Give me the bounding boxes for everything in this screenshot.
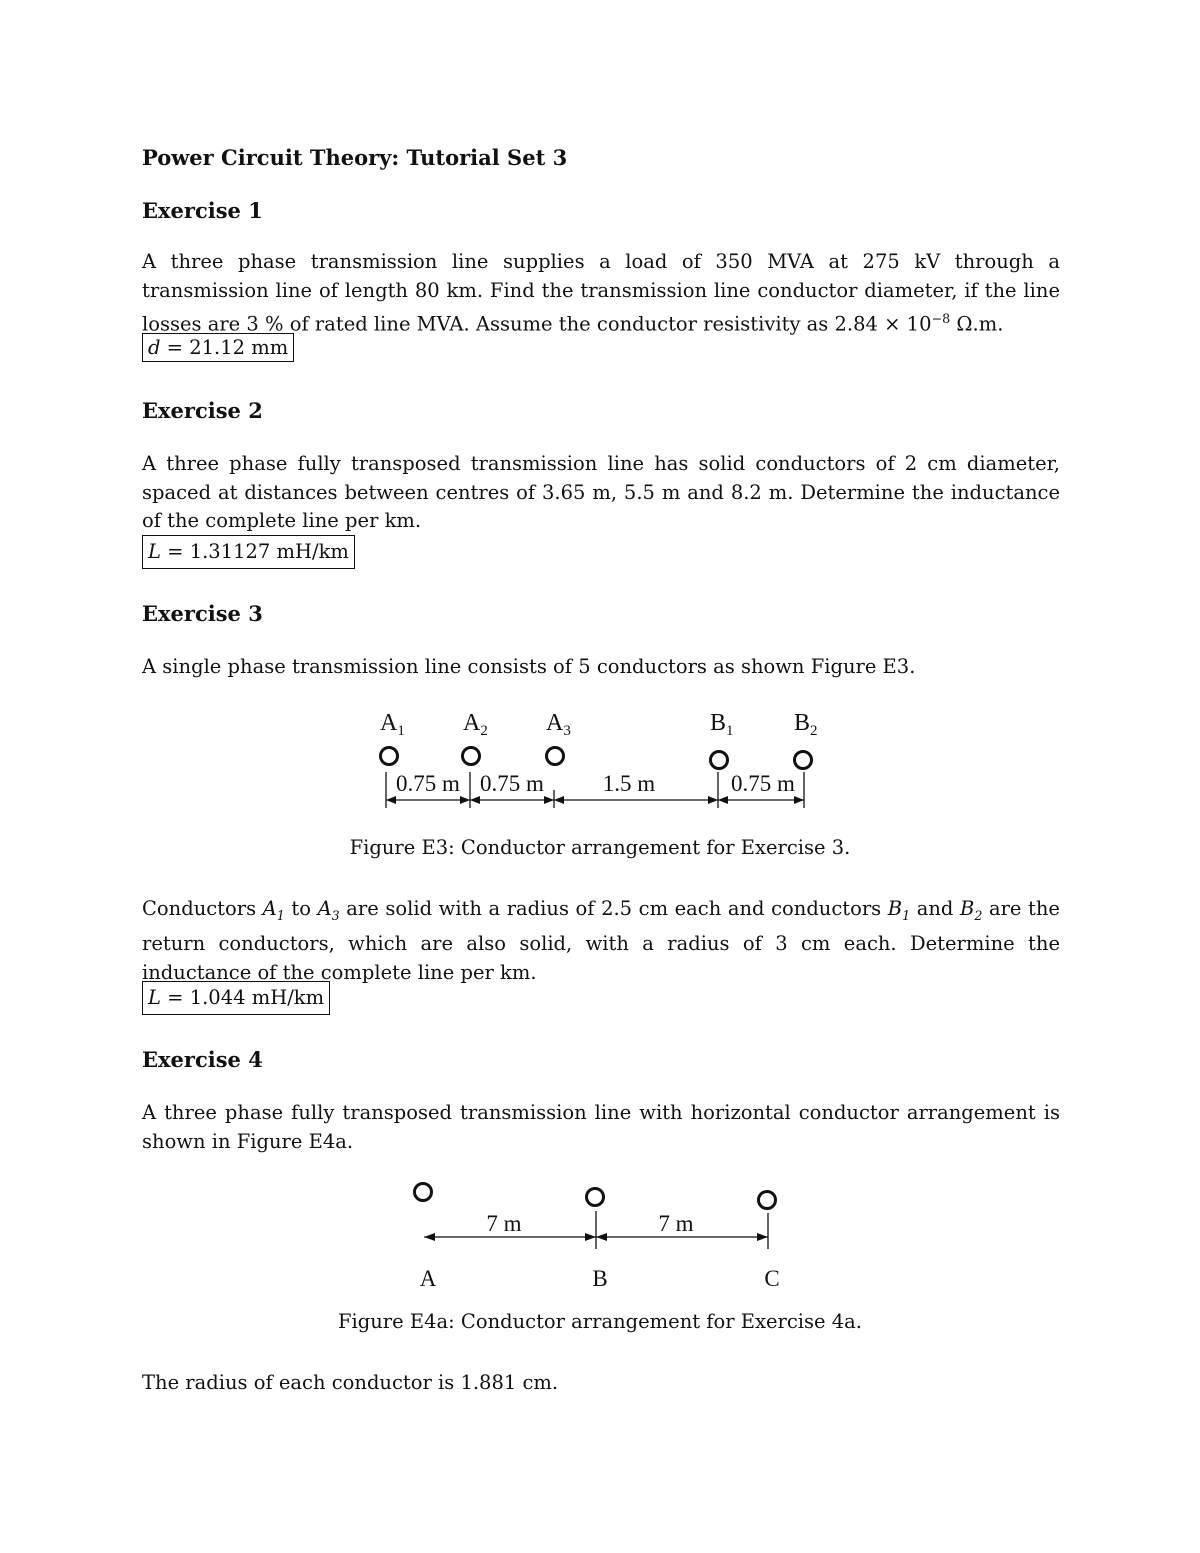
arrowhead xyxy=(460,796,470,804)
var-b1: $B_1$ xyxy=(887,897,911,923)
arrowhead xyxy=(554,796,564,804)
figure-e3-conductors xyxy=(381,748,812,769)
arrowhead xyxy=(718,796,728,804)
arrowhead xyxy=(386,796,396,804)
exercise-3-answer-value: = 1.044 mH/km xyxy=(160,986,325,1009)
conductor-a xyxy=(415,1184,432,1201)
exercise-2-text: A three phase fully transposed transmission line has solid conductors of 2 cm diameter, spaced at distances between centres of 3.65 m, 5.5 m and 8.2 m. Determine the inductance of the complete line per km. xyxy=(142,452,1060,532)
arrowhead xyxy=(585,1233,596,1241)
exercise-4-intro: A three phase fully transposed transmission line with horizontal conductor arrangement is shown in Figure E4a. xyxy=(142,1101,1060,1153)
exercise-2-answer-value: = 1.31127 mH/km xyxy=(160,540,349,563)
exercise-3-heading: Exercise 3 xyxy=(142,601,263,626)
label-a1: $A_1$ xyxy=(380,710,405,739)
exercise-4-closing: The radius of each conductor is 1.881 cm. xyxy=(142,1371,559,1394)
exercise-1-exponent: −8 xyxy=(931,311,951,326)
exercise-2-answer-box xyxy=(142,535,355,569)
exercise-1-text xyxy=(142,248,1060,339)
exercise-3-body-part: are the return conductors, which are also solid, with a radius of 3 cm each. Determine the inductance of the complete line per km. xyxy=(142,897,1060,984)
figure-e4a xyxy=(0,1175,1200,1295)
exercise-3-body-part: and xyxy=(910,897,960,920)
exercise-1-answer-box xyxy=(142,333,294,362)
conductor-c xyxy=(759,1192,776,1209)
conductor-a1 xyxy=(381,748,398,765)
exercise-2-heading: Exercise 2 xyxy=(142,398,263,423)
arrowhead xyxy=(424,1233,435,1241)
var-a3: $A_3$ xyxy=(317,897,340,923)
exercise-1-answer-variable: d xyxy=(148,336,161,359)
exercise-3-body xyxy=(142,895,1060,987)
exercise-1-answer-value: = 21.12 mm xyxy=(160,336,289,359)
arrowhead xyxy=(794,796,804,804)
figure-e4a-dimension-lines xyxy=(424,1211,768,1249)
page-title: Power Circuit Theory: Tutorial Set 3 xyxy=(142,145,568,170)
figure-e4a-conductors xyxy=(415,1184,776,1209)
conductor-b xyxy=(587,1189,604,1206)
arrowhead xyxy=(544,796,554,804)
dim-b1-b2: 0.75 m xyxy=(731,771,795,796)
var-b2: $B_2$ xyxy=(960,897,983,923)
arrowhead xyxy=(708,796,718,804)
arrowhead xyxy=(596,1233,607,1241)
figure-e3 xyxy=(0,700,1200,830)
label-c: C xyxy=(764,1266,780,1291)
exercise-4-heading: Exercise 4 xyxy=(142,1047,263,1072)
dim-a3-b1: 1.5 m xyxy=(602,771,656,796)
dim-a2-a3: 0.75 m xyxy=(480,771,544,796)
figure-e4a-caption: Figure E4a: Conductor arrangement for Exercise 4a. xyxy=(338,1310,862,1333)
figure-e3-caption: Figure E3: Conductor arrangement for Exercise 3. xyxy=(349,836,851,859)
exercise-3-body-part: Conductors xyxy=(142,897,263,920)
conductor-a3 xyxy=(547,748,564,765)
label-a3: $A_3$ xyxy=(546,710,571,739)
figure-e3-labels xyxy=(380,710,818,739)
conductor-b2 xyxy=(795,752,812,769)
exercise-1-body: A three phase transmission line supplies a load of 350 MVA at 275 kV through a transmission line of length 80 km. Find the transmission line conductor diameter, if the line losses are 3 % of rated line MVA. Assume the conductor resistivity as 2.84 × 10 xyxy=(142,250,1060,336)
exercise-3-intro: A single phase transmission line consists of 5 conductors as shown Figure E3. xyxy=(142,655,916,678)
label-b1: $B_1$ xyxy=(710,710,734,739)
conductor-b1 xyxy=(711,752,728,769)
conductor-a2 xyxy=(463,748,480,765)
exercise-3-answer-variable: L xyxy=(148,986,161,1009)
arrowhead xyxy=(757,1233,768,1241)
exercise-1-unit: Ω.m. xyxy=(950,312,1004,336)
var-a1: $A_1$ xyxy=(262,897,285,923)
exercise-3-body-part: are solid with a radius of 2.5 cm each and conductors xyxy=(339,897,888,920)
exercise-1-heading: Exercise 1 xyxy=(142,198,263,223)
dim-a-b: 7 m xyxy=(486,1211,522,1236)
exercise-3-answer-box xyxy=(142,981,330,1015)
exercise-3-body-part: to xyxy=(284,897,318,920)
label-b: B xyxy=(592,1266,608,1291)
exercise-2-answer-variable: L xyxy=(148,540,161,563)
arrowhead xyxy=(470,796,480,804)
figure-e3-dimensions xyxy=(396,771,795,796)
dim-a1-a2: 0.75 m xyxy=(396,771,460,796)
dim-b-c: 7 m xyxy=(658,1211,694,1236)
label-a2: $A_2$ xyxy=(463,710,488,739)
label-a: A xyxy=(419,1266,437,1291)
label-b2: $B_2$ xyxy=(794,710,818,739)
